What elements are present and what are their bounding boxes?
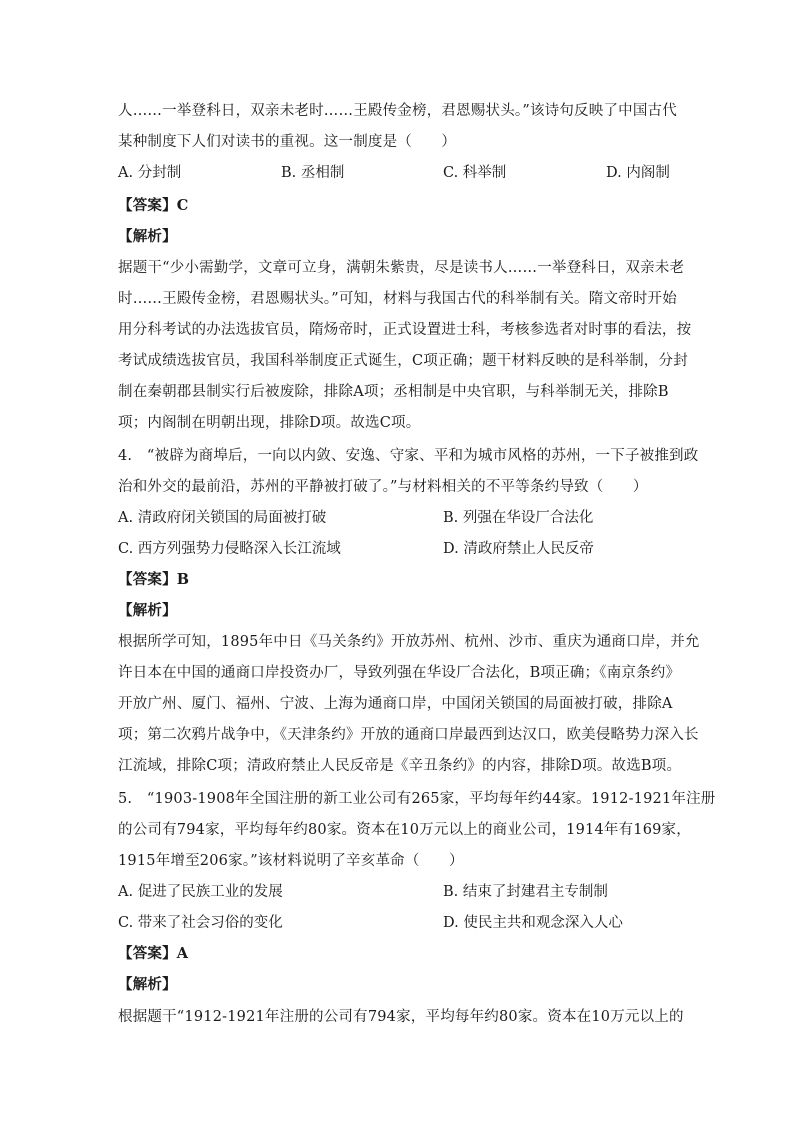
q5-option-d: D. 使民主共和观念深入人心 bbox=[443, 915, 623, 931]
q3-answer: 【答案】C bbox=[118, 197, 189, 214]
q3-analysis-line-4: 考试成绩选拔官员，我国科举制度正式诞生，C项正确；题干材料反映的是科举制，分封 bbox=[118, 353, 688, 369]
q3-stem-line-2: 某种制度下人们对读书的重视。这一制度是（ ） bbox=[118, 134, 457, 150]
q4-option-a: A. 清政府闭关锁国的局面被打破 bbox=[118, 510, 327, 526]
q4-analysis-label: 【解析】 bbox=[118, 602, 177, 619]
q5-stem-line-3: 1915年增至206家。”该材料说明了辛亥革命（ ） bbox=[118, 853, 464, 869]
q4-analysis-line-4: 项；第二次鸦片战争中，《天津条约》开放的通商口岸最西到达汉口，欧美侵略势力深入长 bbox=[118, 727, 699, 743]
q4-option-d: D. 清政府禁止人民反帝 bbox=[443, 541, 594, 557]
q4-stem-line-1: 4. “被辟为商埠后，一向以内敛、安逸、守家、平和为城市风格的苏州，一下子被推到政 bbox=[118, 448, 699, 464]
q5-stem-line-1: 5. “1903-1908年全国注册的新工业公司有265家，平均每年约44家。1912-1921年注册 bbox=[118, 791, 716, 807]
q3-option-c: C. 科举制 bbox=[443, 165, 507, 181]
q5-option-c: C. 带来了社会习俗的变化 bbox=[118, 915, 283, 931]
q5-option-b: B. 结束了封建君主专制制 bbox=[443, 884, 608, 900]
q5-analysis-label: 【解析】 bbox=[118, 976, 177, 993]
q4-analysis-line-2: 许日本在中国的通商口岸投资办厂，导致列强在华设厂合法化，B项正确；《南京条约》 bbox=[118, 665, 681, 681]
q4-option-c: C. 西方列强势力侵略深入长江流域 bbox=[118, 541, 341, 557]
q3-analysis-line-3: 用分科考试的办法选拔官员，隋炀帝时，正式设置进士科，考核参选者对时事的看法，按 bbox=[118, 322, 692, 338]
q3-analysis-label: 【解析】 bbox=[118, 228, 177, 245]
q5-analysis-line-1: 根据题干“1912-1921年注册的公司有794家，平均每年约80家。资本在10万元以上的 bbox=[118, 1009, 684, 1025]
q5-option-a: A. 促进了民族工业的发展 bbox=[118, 884, 283, 900]
q3-option-b: B. 丞相制 bbox=[281, 165, 345, 181]
q4-answer: 【答案】B bbox=[118, 571, 190, 588]
q4-stem-line-2: 治和外交的最前沿，苏州的平静被打破了。”与材料相关的不平等条约导致（ ） bbox=[118, 479, 648, 495]
q4-analysis-line-5: 江流域，排除C项；清政府禁止人民反帝是《辛丑条约》的内容，排除D项。故选B项。 bbox=[118, 758, 682, 774]
q4-analysis-line-1: 根据所学可知，1895年中日《马关条约》开放苏州、杭州、沙市、重庆为通商口岸，并允 bbox=[118, 634, 700, 650]
q3-option-d: D. 内阁制 bbox=[606, 165, 670, 181]
q4-analysis-line-3: 开放广州、厦门、福州、宁波、上海为通商口岸，中国闭关锁国的局面被打破，排除A bbox=[118, 696, 673, 712]
q3-stem-line-1: 人……一举登科日，双亲未老时……王殿传金榜，君恩赐状头。”该诗句反映了中国古代 bbox=[118, 103, 677, 119]
q5-answer: 【答案】A bbox=[118, 945, 189, 962]
q4-option-b: B. 列强在华设厂合法化 bbox=[443, 510, 594, 526]
q3-analysis-line-6: 项；内阁制在明朝出现，排除D项。故选C项。 bbox=[118, 415, 421, 431]
q3-analysis-line-2: 时……王殿传金榜，君恩赐状头。”可知，材料与我国古代的科举制有关。隋文帝时开始 bbox=[118, 291, 677, 307]
q3-analysis-line-5: 制在秦朝郡县制实行后被废除，排除A项；丞相制是中央官职，与科举制无关，排除B bbox=[118, 384, 669, 400]
q3-analysis-line-1: 据题干“少小需勤学，文章可立身，满朝朱紫贵，尽是读书人……一举登科日，双亲未老 bbox=[118, 260, 685, 276]
q5-stem-line-2: 的公司有794家，平均每年约80家。资本在10万元以上的商业公司，1914年有169家， bbox=[118, 822, 691, 838]
q3-option-a: A. 分封制 bbox=[118, 165, 182, 181]
